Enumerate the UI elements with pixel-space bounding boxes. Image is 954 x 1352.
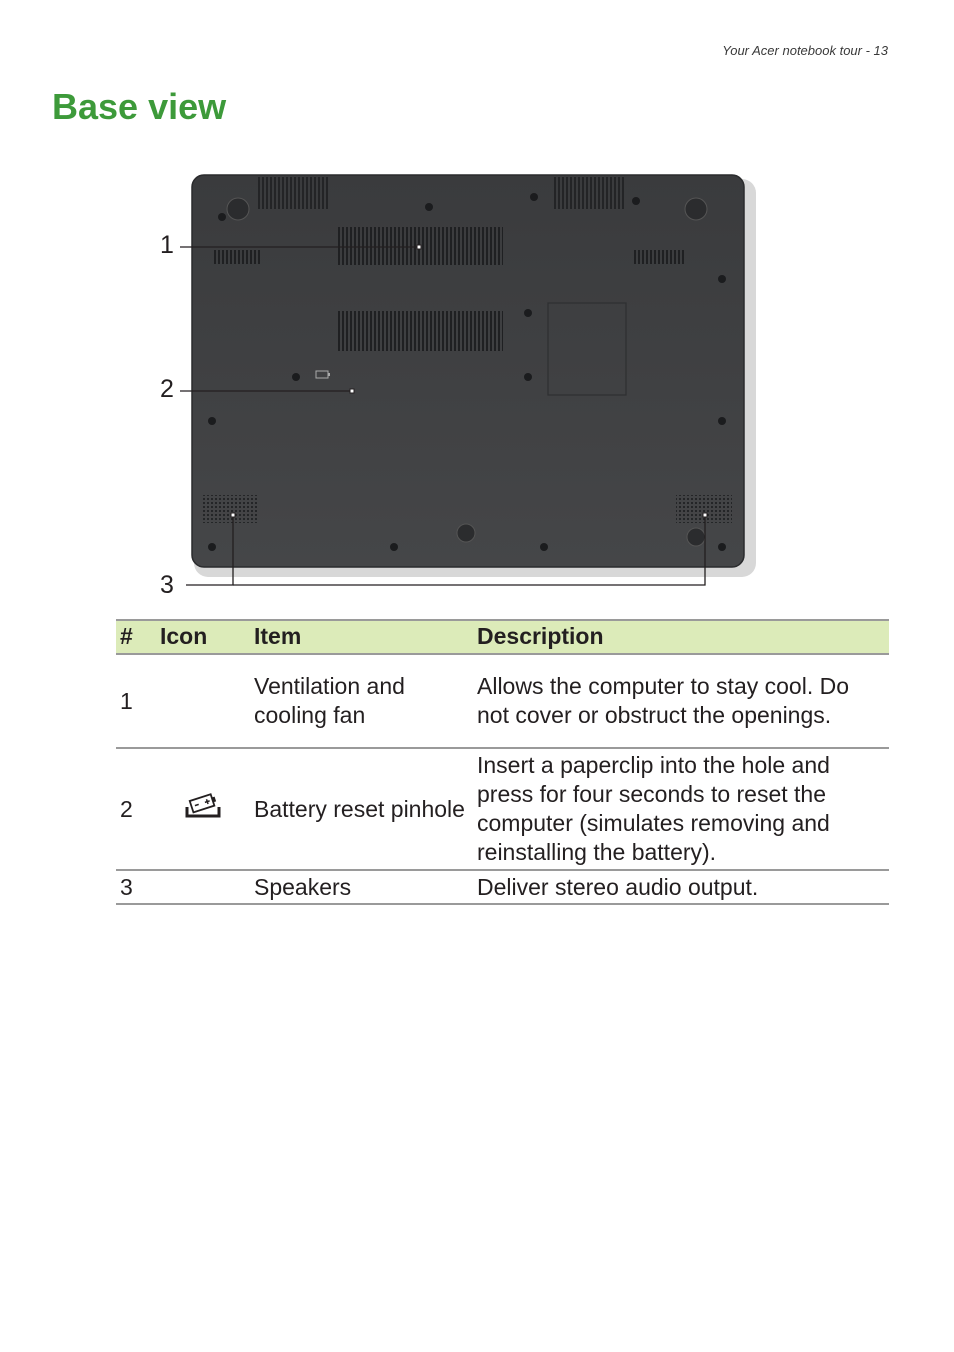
side-vent-left xyxy=(212,250,262,264)
header-icon: Icon xyxy=(156,620,250,654)
row-item: Battery reset pinhole xyxy=(250,748,473,870)
row-icon xyxy=(156,654,250,748)
callout-1: 1 xyxy=(160,231,174,259)
table-row xyxy=(116,654,889,748)
row-icon xyxy=(156,870,250,904)
fan-vent-lower xyxy=(337,311,503,351)
row-description: Insert a paperclip into the hole and press for four seconds to reset the computer (simulates removing and reinstalling the battery). xyxy=(473,748,889,870)
header-item: Item xyxy=(250,620,473,654)
foot-bottom-right xyxy=(687,528,705,546)
foot-top-left xyxy=(227,198,249,220)
speaker-right xyxy=(676,495,732,523)
top-right-vent xyxy=(552,177,624,209)
laptop-base-illustration xyxy=(150,165,770,605)
foot-bottom-center xyxy=(457,524,475,542)
row-description: Allows the computer to stay cool. Do not cover or obstruct the openings. xyxy=(473,654,889,748)
battery-reset-icon xyxy=(183,791,223,821)
side-vent-right xyxy=(634,250,684,264)
header-num: # xyxy=(116,620,156,654)
page-header-note: Your Acer notebook tour - 13 xyxy=(722,43,888,58)
table-header-row xyxy=(116,620,889,654)
page-title: Base view xyxy=(52,86,227,127)
laptop-base-figure xyxy=(150,165,770,605)
base-view-table xyxy=(116,619,889,905)
row-item: Speakers xyxy=(250,870,473,904)
row-icon xyxy=(156,748,250,870)
row-num: 1 xyxy=(116,654,156,748)
header-description: Description xyxy=(473,620,889,654)
speaker-left xyxy=(203,495,259,523)
row-num: 3 xyxy=(116,870,156,904)
row-description: Deliver stereo audio output. xyxy=(473,870,889,904)
table-row xyxy=(116,870,889,904)
foot-top-right xyxy=(685,198,707,220)
callout-2: 2 xyxy=(160,375,174,403)
top-left-vent xyxy=(258,177,330,209)
callout-3: 3 xyxy=(160,571,174,599)
row-num: 2 xyxy=(116,748,156,870)
row-item: Ventilation and cooling fan xyxy=(250,654,473,748)
table-row xyxy=(116,748,889,870)
